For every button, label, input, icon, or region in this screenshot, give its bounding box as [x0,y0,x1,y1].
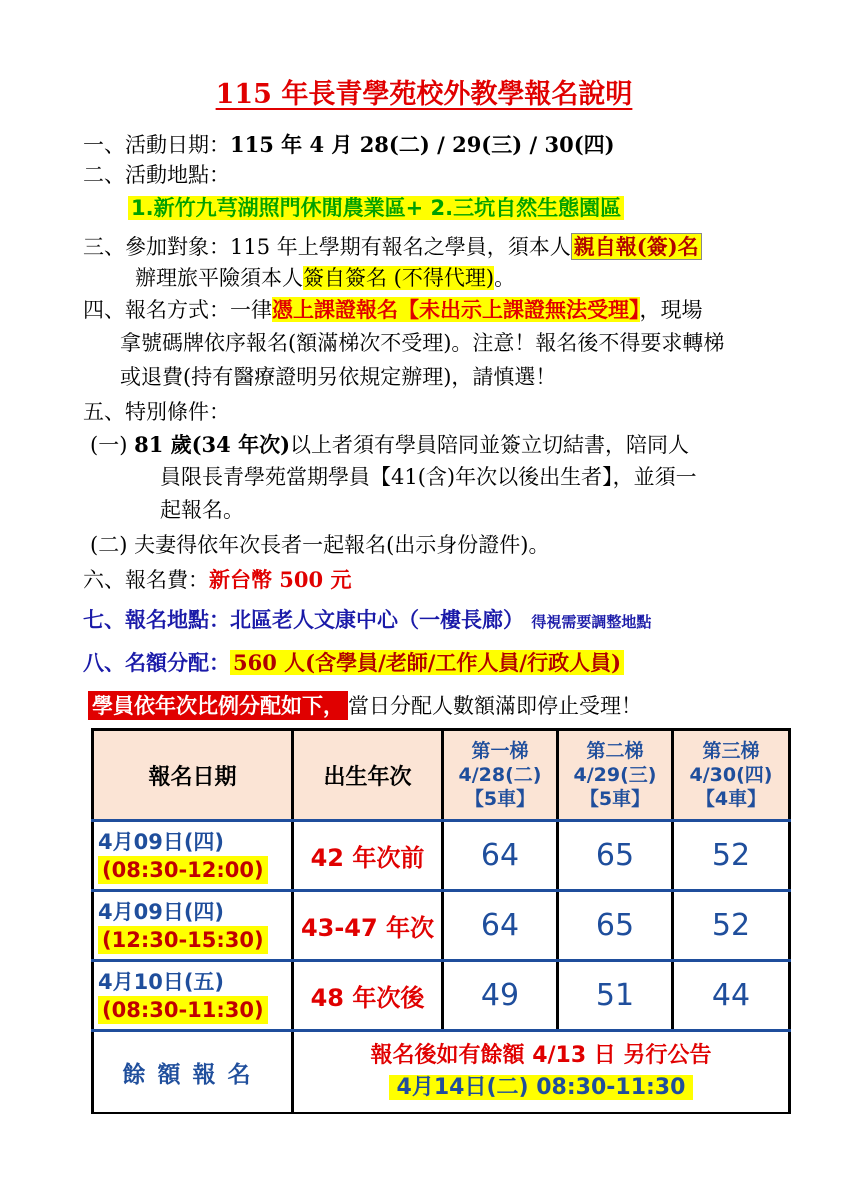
target-line2-post: 。 [494,266,516,290]
tier-2-date: 4/29(三) [573,764,657,786]
section-special-label: 五、特別條件： [83,400,230,424]
venue-note: 得視需要調整地點 [531,613,652,631]
footer-label: 餘額報名 [93,1031,293,1114]
row-2-value-1: 64 [443,891,558,961]
tier-3-name: 第三梯 [702,740,760,762]
row-3-time: (08:30-11:30) [98,996,268,1024]
row-3-value-3: 44 [673,961,790,1031]
row-3-date [93,961,293,1031]
tier-2-cars: 【5車】 [579,788,651,810]
section-fee-label: 六、報名費： [83,568,209,592]
cond-2-text: 夫妻得依年次長者一起報名(出示身份證件)。 [134,533,550,557]
tier-2-name: 第二梯 [586,740,644,762]
cond-1-line3: 起報名。 [160,498,244,522]
row-2-value-2: 65 [558,891,673,961]
table-footer-row [93,1031,790,1114]
allocation-table [91,728,791,1114]
table-header-row [93,730,790,821]
section-target-label: 三、參加對象： [83,235,230,259]
special-cond-1 [90,430,689,460]
cond-1-line2: 員限長青學苑當期學員【41(含)年次以後出生者】，並須一 [160,465,697,489]
quota-value: 560 人(含學員/老師/工作人員/行政人員) [230,650,624,675]
table-row [93,961,790,1031]
row-2-time: (12:30-15:30) [98,926,268,954]
table-row [93,891,790,961]
tier-3-date: 4/30(四) [689,764,773,786]
row-1-value-1: 64 [443,821,558,891]
row-3-year: 48 年次後 [293,961,443,1031]
allocation-box: 學員依年次比例分配如下， [88,691,348,720]
header-tier-2 [558,730,673,821]
row-3-value-2: 51 [558,961,673,1031]
section-quota-label: 八、名額分配： [83,650,230,675]
allocation-text: 當日分配人數額滿即停止受理！ [348,694,642,718]
row-1-year: 42 年次前 [293,821,443,891]
cond-1-bold: 81 歲(34 年次) [134,432,291,457]
row-2-value-3: 52 [673,891,790,961]
method-post: ，現場 [639,298,703,322]
footer-info [293,1031,790,1114]
row-2-day: 4月09日(四) [98,899,225,924]
target-line2-pre: 辦理旅平險須本人 [135,266,303,290]
footer-line-2: 4月14日(二) 08:30-11:30 [389,1075,694,1100]
cond-1-text: 以上者須有學員陪同並簽立切結書，陪同人 [290,433,690,457]
row-3-value-1: 49 [443,961,558,1031]
method-pre: 一律 [230,298,272,322]
section-target-highlight: 親自報(簽)名 [571,233,702,260]
row-1-value-2: 65 [558,821,673,891]
target-line2-highlight: 簽自簽名 (不得代理) [303,266,495,290]
fee-value: 新台幣 500 元 [209,567,352,592]
section-quota [83,648,624,678]
row-1-day: 4月09日(四) [98,829,225,854]
row-1-time: (08:30-12:00) [98,856,268,884]
method-line2: 拿號碼牌依序報名(額滿梯次不受理)。注意！報名後不得要求轉梯 [120,331,725,355]
row-2-date [93,891,293,961]
footer-line-1: 報名後如有餘額 4/13 日 另行公告 [370,1043,712,1068]
section-target [83,232,702,262]
cond-2-number: (二) [90,533,128,557]
cond-1-number: (一) [90,433,128,457]
header-tier-1 [443,730,558,821]
method-line3: 或退費(持有醫療證明另依規定辦理)，請慎選！ [120,365,557,389]
row-3-day: 4月10日(五) [98,969,225,994]
tier-1-cars: 【5車】 [464,788,536,810]
tier-3-cars: 【4車】 [695,788,767,810]
header-tier-3 [673,730,790,821]
section-location-label: 二、活動地點： [83,163,230,187]
section-target-line2 [135,263,515,293]
section-fee [83,565,351,595]
page-title: 115 年長青學苑校外教學報名說明 [215,79,633,110]
tier-1-name: 第一梯 [471,740,529,762]
table-row [93,821,790,891]
row-1-date [93,821,293,891]
special-cond-2 [90,530,549,560]
header-year: 出生年次 [293,730,443,821]
section-method-label: 四、報名方式： [83,298,230,322]
section-date [83,130,615,160]
row-1-value-3: 52 [673,821,790,891]
section-location-value [128,193,624,223]
tier-1-date: 4/28(二) [458,764,542,786]
venue-value: 北區老人文康中心（一樓長廊） [230,607,524,632]
section-venue [83,605,651,637]
section-date-value: 115 年 4 月 28(二) / 29(三) / 30(四) [230,132,615,157]
location-value: 1.新竹九芎湖照門休閒農業區+ 2.三坑自然生態園區 [128,196,624,220]
section-target-text: 115 年上學期有報名之學員，須本人 [230,235,571,259]
section-method [83,295,703,325]
allocation-note [88,691,642,721]
method-highlight: 憑上課證報名【未出示上課證無法受理】 [272,297,640,322]
section-venue-label: 七、報名地點： [83,607,230,632]
section-date-label: 一、活動日期： [83,133,230,157]
header-date: 報名日期 [93,730,293,821]
row-2-year: 43-47 年次 [293,891,443,961]
